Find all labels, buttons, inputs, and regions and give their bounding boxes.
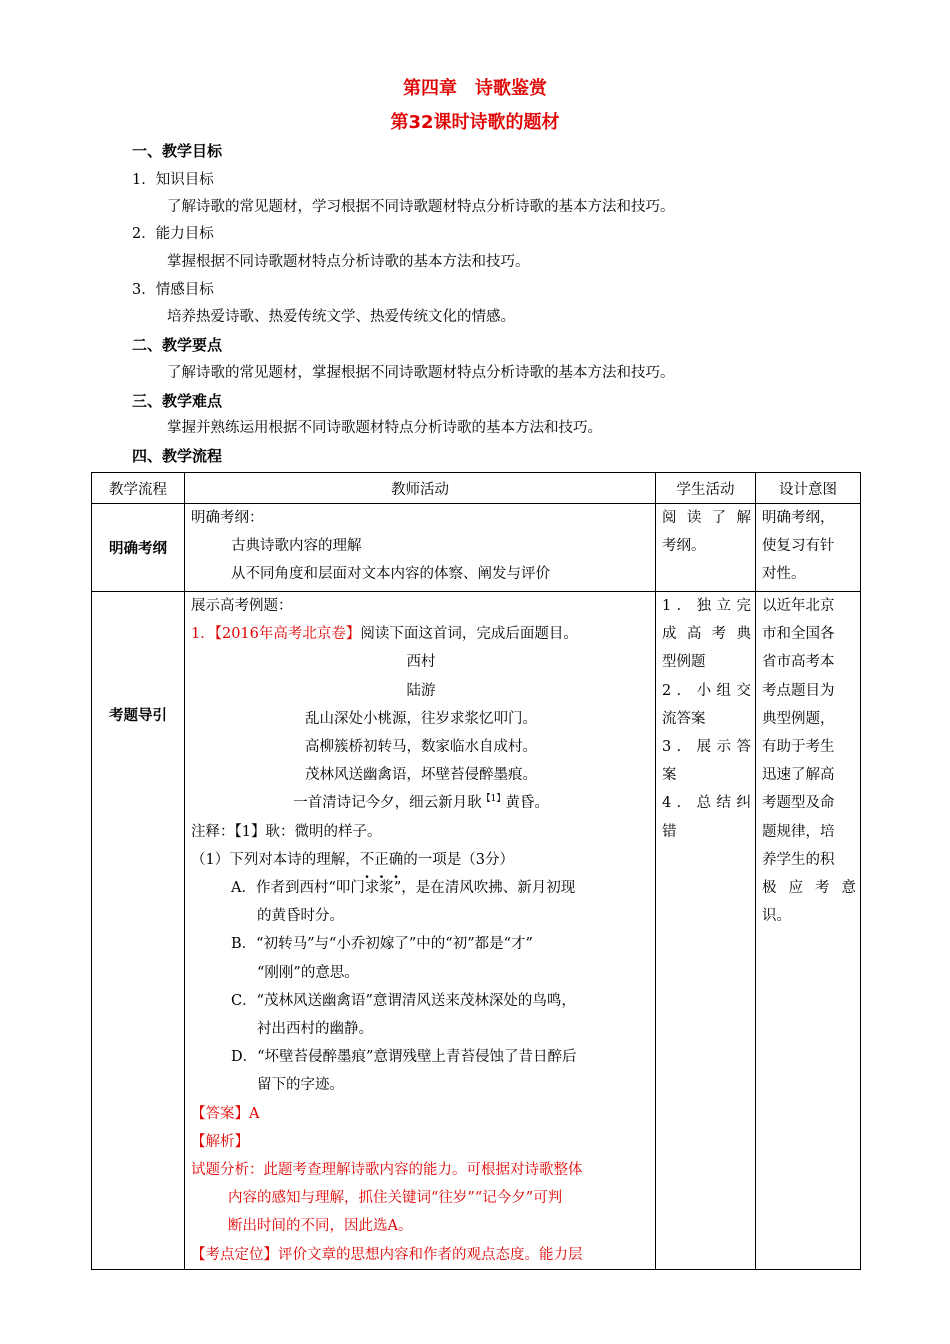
text-line: 养学生的积 xyxy=(762,851,835,868)
text-line: 典型例题， xyxy=(762,710,835,727)
chapter-title: 第四章 诗歌鉴赏 xyxy=(403,78,547,99)
question-line xyxy=(191,620,651,648)
option-c-cont: 衬出西村的幽静。 xyxy=(257,1021,373,1038)
emphasis-char: 正 xyxy=(374,851,389,868)
text-line: 阅读了解 xyxy=(662,510,751,526)
text-line: 案 xyxy=(662,767,677,784)
text-line: 考点题目为 xyxy=(762,682,835,699)
teacher-activity-cell xyxy=(185,504,656,592)
subsection-heading: 3．情感目标 xyxy=(132,282,214,298)
text-line: 有助于考生 xyxy=(762,739,835,756)
question-text: 阅读下面这首词，完成后面题目。 xyxy=(360,626,578,643)
key-point-line xyxy=(191,1241,651,1269)
text-line: 题规律，培 xyxy=(762,823,835,840)
section-heading: 四、教学流程 xyxy=(132,447,223,465)
text-line: 1．独立完 xyxy=(662,598,751,614)
text-line: 考题型及命 xyxy=(762,795,835,812)
sub-question-text: （1）下列对本诗的理解， xyxy=(191,851,360,868)
row-label: 考题导引 xyxy=(92,592,185,1270)
text-line: 市和全国各 xyxy=(762,626,835,643)
option-b-cont: “刚刚”的意思。 xyxy=(257,964,359,981)
text-line: 3．展示答 xyxy=(662,739,751,756)
text-line: 识。 xyxy=(762,908,791,925)
table-header-row xyxy=(92,473,861,504)
subsection-heading: 2．能力目标 xyxy=(132,226,214,242)
student-activity-cell xyxy=(656,504,756,592)
column-header: 设计意图 xyxy=(756,473,861,504)
text-line: 从不同角度和层面对文本内容的体察、阐发与评价 xyxy=(231,566,550,583)
table-row xyxy=(92,592,861,1270)
text-line: 型例题 xyxy=(662,654,706,671)
design-intent-cell xyxy=(756,592,861,1270)
text-line: 展示高考例题： xyxy=(191,598,293,614)
answer: 【答案】A xyxy=(191,1105,260,1122)
text-line: 成高考典 xyxy=(662,626,751,643)
question-source: 【2016年高考北京卷】 xyxy=(214,626,361,643)
poem-text: 一首清诗记今夕，细云新月耿 xyxy=(293,795,482,812)
poem-line: 乱山深处小桃源，往岁求浆忆叩门。 xyxy=(305,710,537,727)
paragraph: 了解诗歌的常见题材，掌握根据不同诗歌题材特点分析诗歌的基本方法和技巧。 xyxy=(167,365,675,381)
paragraph: 了解诗歌的常见题材，学习根据不同诗歌题材特点分析诗歌的基本方法和技巧。 xyxy=(167,199,675,215)
option-d: D．“坏壁苔侵醉墨痕”意谓残壁上青苔侵蚀了昔日醉后 xyxy=(231,1049,577,1066)
lesson-title: 第32课时诗歌的题材 xyxy=(390,112,560,133)
design-intent-cell xyxy=(756,504,861,592)
column-header: 教学流程 xyxy=(92,473,185,504)
text-line: 2．小组交 xyxy=(662,682,751,699)
analysis-text: 内容的感知与理解，抓住关键词“往岁”“记今夕”可判 xyxy=(228,1190,563,1207)
text-line: 明确考纲： xyxy=(191,510,264,526)
option-d-cont: 留下的字迹。 xyxy=(257,1077,344,1094)
poem-author: 陆游 xyxy=(406,682,436,699)
text-line: 使复习有针 xyxy=(762,538,835,555)
paragraph: 掌握根据不同诗歌题材特点分析诗歌的基本方法和技巧。 xyxy=(167,254,530,270)
text-line: 极应考意 xyxy=(762,880,856,897)
text-line: 古典诗歌内容的理解 xyxy=(231,538,362,555)
analysis-text: 试题分析：此题考查理解诗歌内容的能力。可根据对诗歌整体 xyxy=(191,1162,583,1179)
emphasis-char: 确 xyxy=(388,851,404,868)
poem-line: 高柳簇桥初转马，数家临水自成村。 xyxy=(305,739,537,756)
option-b: B．“初转马”与“小乔初嫁了”中的“初”都是“才” xyxy=(231,936,533,953)
poem-line: 茂林风送幽禽语，坏壁苔侵醉墨痕。 xyxy=(305,767,537,784)
poem-text: 黄昏。 xyxy=(505,795,549,812)
text-line: 4．总结纠 xyxy=(662,795,751,812)
poem-title: 西村 xyxy=(406,654,436,671)
analysis-text: 断出时间的不同，因此选A。 xyxy=(228,1218,413,1235)
paragraph: 培养热爱诗歌、热爱传统文学、热爱传统文化的情感。 xyxy=(167,309,515,325)
text-line: 对性。 xyxy=(762,566,806,583)
teaching-flow-table xyxy=(91,472,861,1270)
key-point-label: 【考点定位】 xyxy=(191,1246,278,1263)
footnote-marker: 【1】 xyxy=(481,794,506,805)
poem-line xyxy=(191,789,651,817)
text-line: 迅速了解高 xyxy=(762,767,835,784)
text-line: 考纲。 xyxy=(662,538,706,555)
footnote: 注释：【1】耿：微明的样子。 xyxy=(191,823,382,840)
column-header: 教师活动 xyxy=(185,473,656,504)
column-header: 学生活动 xyxy=(656,473,756,504)
sub-question-text: 的一项是（3分） xyxy=(403,851,514,868)
text-line: 错 xyxy=(662,823,677,840)
option-a-cont: 的黄昏时分。 xyxy=(257,908,344,925)
key-point-text: 评价文章的思想内容和作者的观点态度。能力层 xyxy=(278,1246,583,1263)
question-number: 1． xyxy=(191,626,215,643)
paragraph: 掌握并熟练运用根据不同诗歌题材特点分析诗歌的基本方法和技巧。 xyxy=(167,420,602,436)
section-heading: 一、教学目标 xyxy=(132,142,223,160)
text-line: 明确考纲， xyxy=(762,510,835,526)
student-activity-cell xyxy=(656,592,756,1270)
sub-question xyxy=(191,846,651,874)
text-line: 省市高考本 xyxy=(762,654,835,671)
text-line: 以近年北京 xyxy=(762,598,835,614)
option-a: A．作者到西村“叩门求浆”，是在清风吹拂、新月初现 xyxy=(231,880,576,897)
section-heading: 二、教学要点 xyxy=(132,336,223,354)
emphasis-char: 不 xyxy=(359,851,375,868)
section-heading: 三、教学难点 xyxy=(132,392,223,410)
subsection-heading: 1．知识目标 xyxy=(132,172,214,188)
row-label: 明确考纲 xyxy=(92,504,185,592)
text-line: 流答案 xyxy=(662,710,706,727)
option-c: C．“茂林风送幽禽语”意谓清风送来茂林深处的鸟鸣， xyxy=(231,992,576,1009)
analysis-label: 【解析】 xyxy=(191,1133,249,1150)
teacher-activity-cell xyxy=(185,592,656,1270)
table-row xyxy=(92,504,861,592)
